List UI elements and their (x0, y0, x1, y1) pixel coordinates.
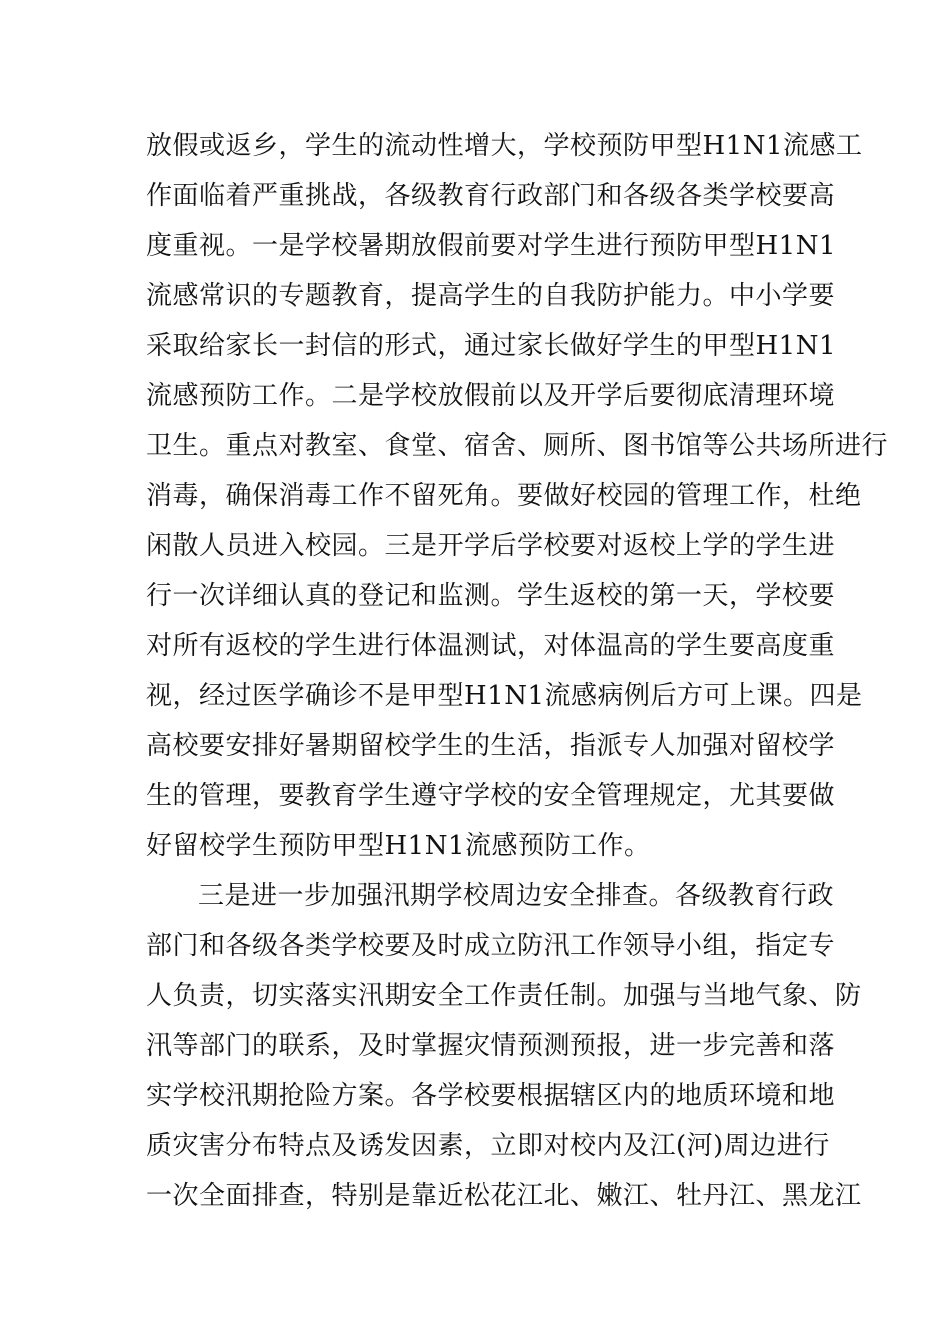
text-line: 高校要安排好暑期留校学生的生活，指派专人加强对留校学 (146, 731, 836, 761)
text-line: 对所有返校的学生进行体温测试，对体温高的学生要高度重 (146, 631, 836, 661)
text-line: 三是进一步加强汛期学校周边安全排查。各级教育行政 (198, 881, 835, 911)
paragraph-flood-safety (146, 871, 862, 1221)
text-line: 闲散人员进入校园。三是开学后学校要对返校上学的学生进 (146, 531, 836, 561)
text-line: 作面临着严重挑战，各级教育行政部门和各级各类学校要高 (146, 181, 836, 211)
text-line: 一次全面排查，特别是靠近松花江北、嫩江、牡丹江、黑龙江 (146, 1181, 862, 1211)
text-line: 放假或返乡，学生的流动性增大，学校预防甲型H1N1流感工 (146, 131, 863, 161)
text-line: 汛等部门的联系，及时掌握灾情预测预报，进一步完善和落 (146, 1031, 836, 1061)
text-line: 流感预防工作。二是学校放假前以及开学后要彻底清理环境 (146, 381, 836, 411)
text-line: 人负责，切实落实汛期安全工作责任制。加强与当地气象、防 (146, 981, 862, 1011)
text-line: 采取给家长一封信的形式，通过家长做好学生的甲型H1N1 (146, 331, 837, 361)
text-line: 质灾害分布特点及诱发因素，立即对校内及江(河)周边进行 (146, 1131, 830, 1161)
text-line: 实学校汛期抢险方案。各学校要根据辖区内的地质环境和地 (146, 1081, 836, 1111)
text-line: 部门和各级各类学校要及时成立防汛工作领导小组，指定专 (146, 931, 836, 961)
text-line: 消毒，确保消毒工作不留死角。要做好校园的管理工作，杜绝 (146, 481, 862, 511)
text-line: 视，经过医学确诊不是甲型H1N1流感病例后方可上课。四是 (146, 681, 863, 711)
text-line: 行一次详细认真的登记和监测。学生返校的第一天，学校要 (146, 581, 836, 611)
text-line: 卫生。重点对教室、食堂、宿舍、厕所、图书馆等公共场所进行 (146, 431, 889, 461)
text-line: 度重视。一是学校暑期放假前要对学生进行预防甲型H1N1 (146, 231, 837, 261)
text-line: 生的管理，要教育学生遵守学校的安全管理规定，尤其要做 (146, 781, 836, 811)
text-line: 好留校学生预防甲型H1N1流感预防工作。 (146, 831, 651, 861)
paragraph-prevention-measures (146, 121, 889, 871)
text-line: 流感常识的专题教育，提高学生的自我防护能力。中小学要 (146, 281, 836, 311)
